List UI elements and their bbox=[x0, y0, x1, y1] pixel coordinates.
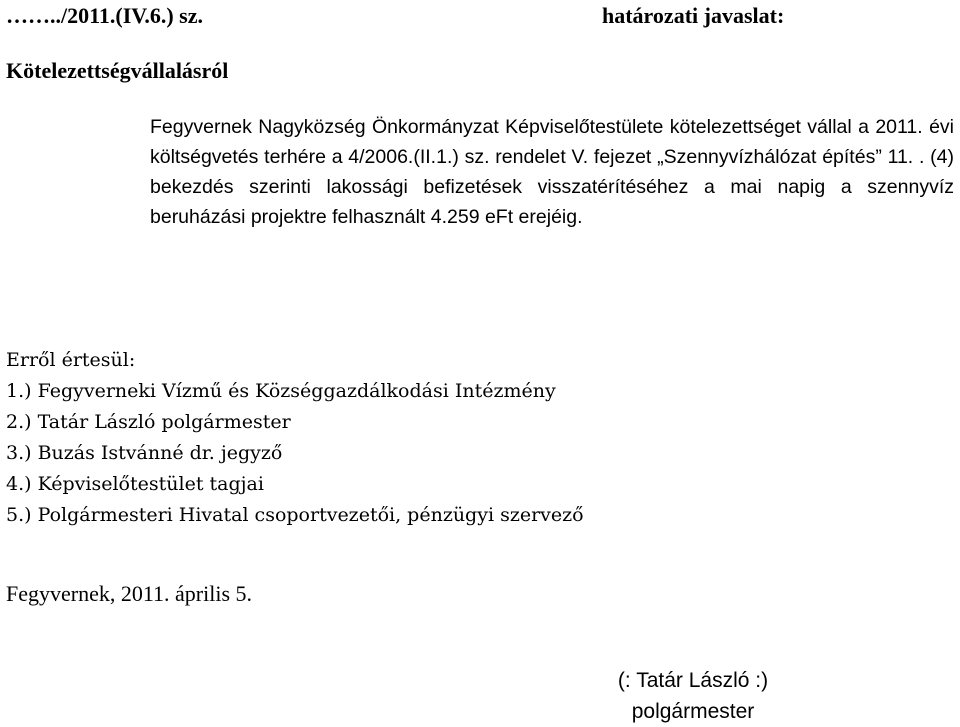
recipient-item: 4.) Képviselőtestület tagjai bbox=[6, 473, 264, 495]
resolution-number: ……../2011.(IV.6.) sz. bbox=[6, 3, 203, 28]
resolution-label: határozati javaslat: bbox=[602, 3, 785, 28]
recipient-item: 1.) Fegyverneki Vízmű és Községgazdálkodási Intézmény bbox=[6, 380, 556, 402]
signature-title: polgármester bbox=[631, 700, 755, 723]
place-and-date: Fegyvernek, 2011. április 5. bbox=[6, 581, 253, 606]
notification-section bbox=[6, 345, 584, 531]
resolution-subject: Kötelezettségvállalásról bbox=[6, 58, 229, 83]
recipient-item: 5.) Polgármesteri Hivatal csoportvezetői, pénzügyi szervező bbox=[6, 504, 584, 526]
recipient-item: 2.) Tatár László polgármester bbox=[6, 411, 291, 433]
signature-block bbox=[583, 665, 803, 727]
recipient-item: 3.) Buzás Istvánné dr. jegyző bbox=[6, 442, 283, 464]
signature-name: (: Tatár László :) bbox=[617, 669, 769, 692]
resolution-body: Fegyvernek Nagyközség Önkormányzat Képviselőtestülete kötelezettséget vállal a 2011. évi költségvetés terhére a 4/2006.(II.1.) sz. rendelet V. fejezet „Szennyvízhálózat építés” 11. . (4) bekezdés szerinti lakossági befizetések visszatérítéséhez a mai napig a szennyvíz beruházási projektre felhasznált 4.259 eFt erejéig. bbox=[150, 116, 954, 228]
notification-title: Erről értesül: bbox=[6, 349, 136, 371]
